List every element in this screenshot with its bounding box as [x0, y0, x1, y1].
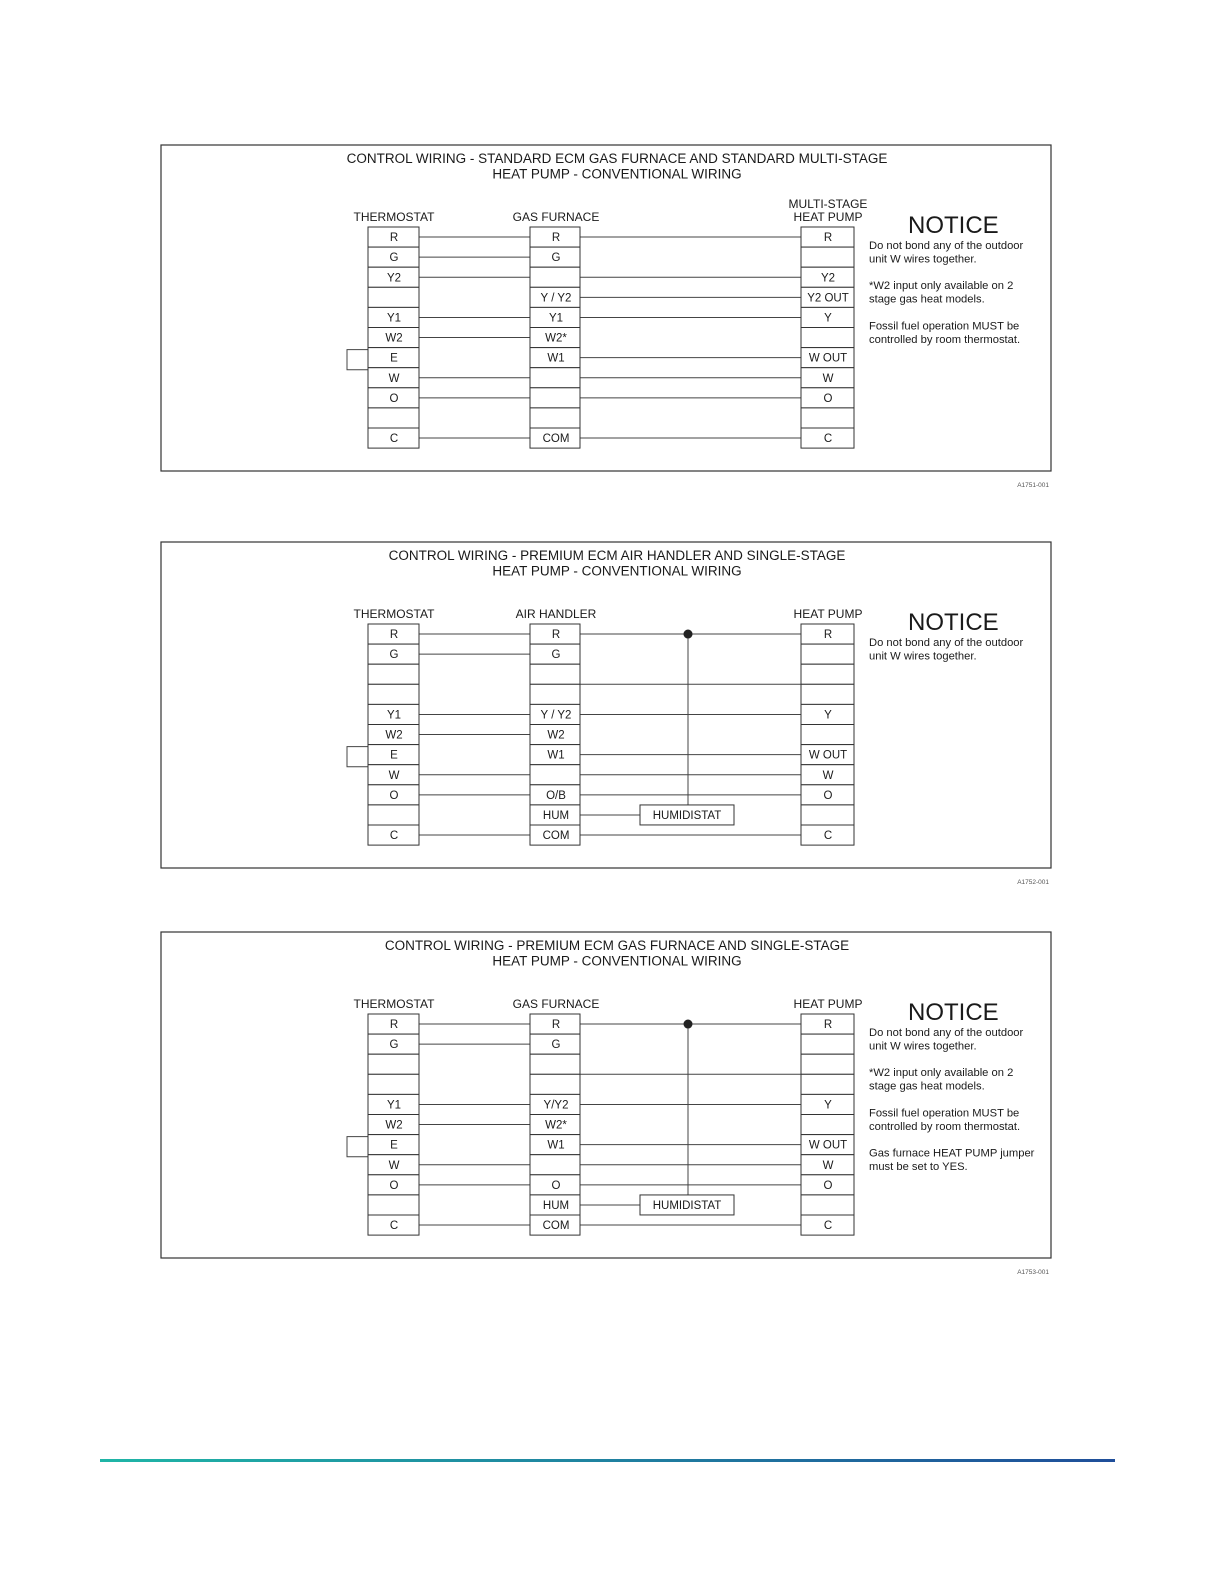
column-header: THERMOSTAT — [353, 607, 435, 621]
wire-group — [419, 237, 801, 438]
diagram-title-line: CONTROL WIRING - PREMIUM ECM GAS FURNACE AND SINGLE-STAGE — [384, 938, 850, 953]
terminal-label: G — [389, 252, 399, 265]
terminal-label: R — [389, 629, 399, 642]
terminal-label: W2 — [547, 729, 565, 742]
notice-text: Gas furnace HEAT PUMP jumper — [869, 1147, 1035, 1160]
terminal-cell — [530, 388, 580, 408]
notice-block — [869, 609, 1024, 662]
terminal-label: W OUT — [808, 749, 848, 762]
terminal-cell — [801, 328, 854, 348]
terminal-label: COM — [542, 433, 570, 446]
diagram-frame — [161, 542, 1051, 868]
junction-dot — [684, 1020, 693, 1029]
terminal-cell — [801, 408, 854, 428]
terminal-label: R — [823, 629, 833, 642]
terminal-label: COM — [542, 830, 570, 843]
terminal-label: G — [389, 1039, 399, 1052]
notice-text: Do not bond any of the outdoor — [869, 637, 1024, 649]
terminal-label: O — [389, 789, 399, 802]
terminal-cell — [368, 684, 419, 704]
notice-text: *W2 input only available on 2 — [869, 280, 1014, 293]
terminal-label: Y2 OUT — [807, 292, 849, 305]
wiring-diagram-1 — [161, 145, 1051, 489]
notice-text: Do not bond any of the outdoor — [869, 240, 1024, 252]
terminal-cell — [530, 1054, 580, 1074]
terminal-label: W1 — [547, 1139, 565, 1152]
notice-block — [869, 212, 1024, 346]
terminal-label: R — [823, 1019, 833, 1032]
notice-text: stage gas heat models. — [869, 293, 985, 306]
terminal-label: Y — [824, 1099, 832, 1112]
diagram-title-line: HEAT PUMP - CONVENTIONAL WIRING — [492, 166, 742, 182]
notice-text: Do not bond any of the outdoor — [869, 1027, 1024, 1039]
e-w-jumper — [347, 747, 368, 767]
terminal-cell — [530, 408, 580, 428]
terminal-label: W — [822, 769, 834, 782]
notice-text: must be set to YES. — [869, 1161, 968, 1173]
column-header: THERMOSTAT — [353, 997, 435, 1011]
terminal-label: Y / Y2 — [540, 292, 572, 305]
terminal-cell — [801, 1195, 854, 1215]
notice-heading: NOTICE — [908, 609, 999, 636]
terminal-cell — [530, 664, 580, 684]
terminal-cell — [368, 664, 419, 684]
terminal-cell — [801, 1115, 854, 1135]
humidistat-label: HUMIDISTAT — [652, 809, 722, 822]
diagram-frame — [161, 145, 1051, 471]
terminal-label: W — [388, 769, 400, 782]
terminal-cell — [368, 1074, 419, 1094]
terminal-cell — [801, 725, 854, 745]
terminal-column-3 — [794, 997, 863, 1235]
terminal-label: C — [823, 433, 833, 446]
footer-gradient-rule — [100, 1459, 1115, 1462]
terminal-label: W — [388, 1159, 400, 1172]
column-header: THERMOSTAT — [353, 210, 435, 224]
wire-group — [419, 630, 801, 836]
terminal-label: W2 — [385, 729, 403, 742]
terminal-label: G — [389, 649, 399, 662]
notice-text: unit W wires together. — [869, 253, 977, 266]
terminal-label: C — [389, 433, 399, 446]
terminal-label: Y2 — [386, 272, 402, 285]
notice-text: unit W wires together. — [869, 650, 977, 663]
terminal-cell — [368, 805, 419, 825]
terminal-label: C — [823, 830, 833, 843]
terminal-label: O — [389, 392, 399, 405]
terminal-label: O — [823, 392, 833, 405]
column-header: HEAT PUMP — [793, 210, 863, 224]
terminal-label: Y1 — [386, 709, 402, 722]
terminal-cell — [801, 644, 854, 664]
terminal-cell — [530, 267, 580, 287]
wiring-diagram-2 — [161, 542, 1051, 886]
wiring-diagram-3 — [161, 932, 1051, 1276]
terminal-label: Y1 — [386, 1099, 402, 1112]
terminal-cell — [368, 1054, 419, 1074]
terminal-label: HUM — [542, 1199, 570, 1212]
notice-block — [869, 999, 1035, 1173]
terminal-cell — [801, 1074, 854, 1094]
terminal-cell — [368, 408, 419, 428]
notice-text: stage gas heat models. — [869, 1080, 985, 1093]
notice-heading: NOTICE — [908, 212, 999, 239]
terminal-label: E — [390, 1139, 398, 1152]
terminal-label: W2* — [545, 332, 567, 345]
terminal-label: C — [389, 1220, 399, 1233]
terminal-label: R — [551, 629, 561, 642]
terminal-label: E — [390, 352, 398, 365]
diagram-title-line: CONTROL WIRING - STANDARD ECM GAS FURNACE AND STANDARD MULTI-STAGE — [346, 151, 888, 166]
column-header: HEAT PUMP — [793, 607, 863, 621]
figure-code: A1753-001 — [1017, 1269, 1049, 1276]
terminal-cell — [368, 1195, 419, 1215]
terminal-label: HUM — [542, 809, 570, 822]
terminal-label: R — [389, 232, 399, 245]
column-header: AIR HANDLER — [515, 607, 597, 621]
terminal-cell — [801, 805, 854, 825]
terminal-label: G — [551, 649, 561, 662]
terminal-cell — [530, 765, 580, 785]
terminal-label: W2* — [545, 1119, 567, 1132]
figure-code: A1752-001 — [1017, 879, 1049, 886]
terminal-cell — [801, 664, 854, 684]
terminal-label: COM — [542, 1220, 570, 1233]
terminal-label: C — [823, 1220, 833, 1233]
diagram-title-line: CONTROL WIRING - PREMIUM ECM AIR HANDLER AND SINGLE-STAGE — [388, 548, 846, 563]
terminal-label: Y — [824, 312, 832, 325]
terminal-cell — [530, 1155, 580, 1175]
terminal-label: W2 — [385, 1119, 403, 1132]
terminal-label: Y/Y2 — [543, 1099, 569, 1112]
terminal-label: E — [390, 749, 398, 762]
notice-text: controlled by room thermostat. — [869, 1120, 1021, 1133]
terminal-column-2 — [513, 210, 600, 448]
e-w-jumper — [347, 350, 368, 370]
terminal-label: Y1 — [386, 312, 402, 325]
terminal-cell — [530, 684, 580, 704]
terminal-cell — [530, 368, 580, 388]
terminal-label: W — [822, 1159, 834, 1172]
terminal-column-2 — [513, 997, 600, 1235]
notice-text: controlled by room thermostat. — [869, 333, 1021, 346]
terminal-label: R — [551, 232, 561, 245]
terminal-column-1 — [354, 210, 436, 448]
terminal-cell — [801, 1054, 854, 1074]
terminal-label: W OUT — [808, 1139, 848, 1152]
terminal-column-1 — [354, 997, 436, 1235]
diagram-frame — [161, 932, 1051, 1258]
column-header: GAS FURNACE — [512, 997, 600, 1011]
terminal-label: Y / Y2 — [540, 709, 572, 722]
terminal-label: W1 — [547, 352, 565, 365]
terminal-label: G — [551, 252, 561, 265]
terminal-column-2 — [516, 607, 597, 845]
terminal-label: W — [388, 372, 400, 385]
notice-text: unit W wires together. — [869, 1040, 977, 1053]
terminal-label: Y2 — [820, 272, 836, 285]
terminal-label: O — [389, 1179, 399, 1192]
figure-code: A1751-001 — [1017, 482, 1049, 489]
terminal-cell — [530, 1074, 580, 1094]
terminal-label: O — [823, 1179, 833, 1192]
terminal-label: W1 — [547, 749, 565, 762]
diagram-title-line: HEAT PUMP - CONVENTIONAL WIRING — [492, 563, 742, 579]
column-header: GAS FURNACE — [512, 210, 600, 224]
terminal-cell — [801, 1034, 854, 1054]
diagram-title-line: HEAT PUMP - CONVENTIONAL WIRING — [492, 953, 742, 969]
terminal-label: R — [389, 1019, 399, 1032]
terminal-label: W — [822, 372, 834, 385]
terminal-label: O/B — [546, 789, 566, 802]
terminal-label: Y1 — [548, 312, 564, 325]
terminal-label: G — [551, 1039, 561, 1052]
column-header: MULTI-STAGE — [788, 197, 868, 211]
column-header: HEAT PUMP — [793, 997, 863, 1011]
e-w-jumper — [347, 1137, 368, 1157]
terminal-cell — [801, 684, 854, 704]
notice-text: Fossil fuel operation MUST be — [869, 320, 1020, 333]
notice-text: *W2 input only available on 2 — [869, 1067, 1014, 1080]
wire-group — [419, 1020, 801, 1226]
terminal-cell — [368, 287, 419, 307]
terminal-label: R — [823, 232, 833, 245]
terminal-cell — [801, 247, 854, 267]
humidistat-label: HUMIDISTAT — [652, 1199, 722, 1212]
terminal-label: O — [823, 789, 833, 802]
terminal-label: C — [389, 830, 399, 843]
terminal-column-3 — [794, 607, 863, 845]
terminal-label: W2 — [385, 332, 403, 345]
terminal-label: O — [551, 1179, 561, 1192]
notice-text: Fossil fuel operation MUST be — [869, 1107, 1020, 1120]
terminal-label: Y — [824, 709, 832, 722]
notice-heading: NOTICE — [908, 999, 999, 1026]
terminal-label: W OUT — [808, 352, 848, 365]
terminal-label: R — [551, 1019, 561, 1032]
terminal-column-3 — [789, 197, 868, 448]
terminal-column-1 — [354, 607, 436, 845]
junction-dot — [684, 630, 693, 639]
